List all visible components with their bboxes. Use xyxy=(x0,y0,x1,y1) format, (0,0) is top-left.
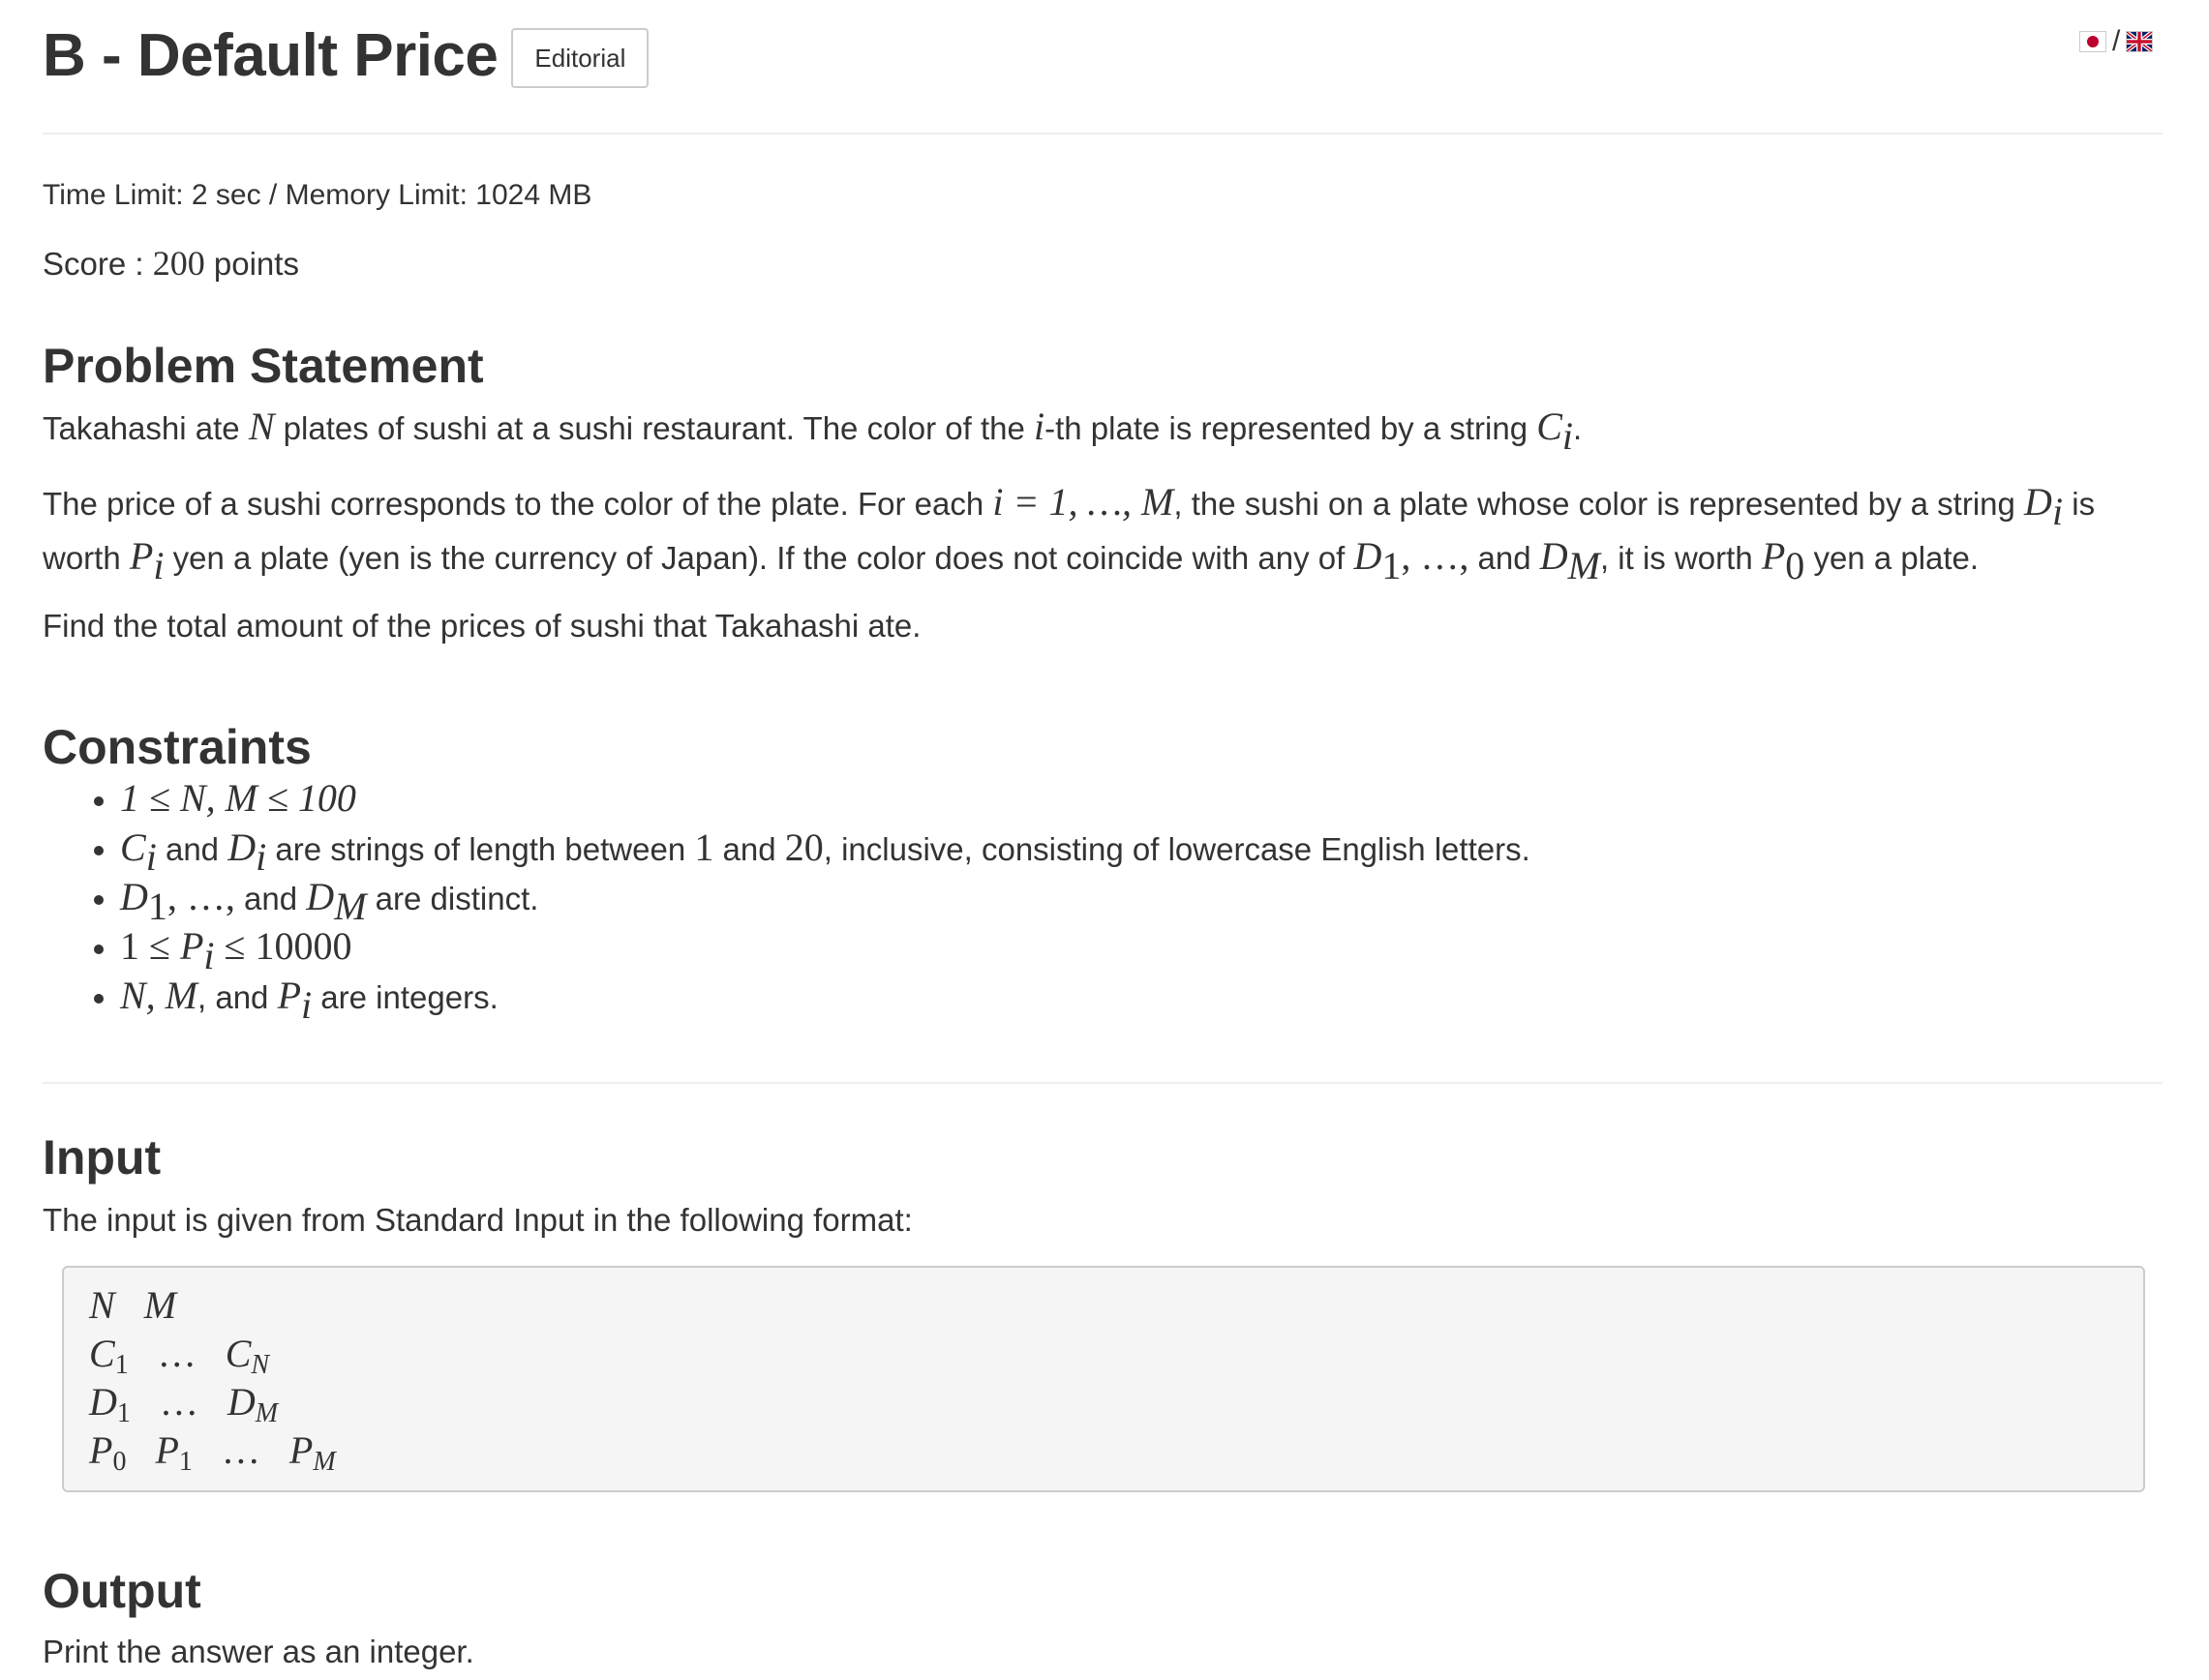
format-line: N M xyxy=(89,1283,177,1327)
editorial-button[interactable]: Editorial xyxy=(511,28,649,88)
problem-statement-heading: Problem Statement xyxy=(43,339,484,393)
page-title: B - Default Price xyxy=(43,22,499,89)
problem-paragraph-2: The price of a sushi corresponds to the color of the plate. For each i = 1, …, M, the sushi on a plate whose color is represented by a string $D_i$ is worth $P_i$ yen a plate (yen is the currency of Japan). If the color does not coincide with any of $D_1$, …, and $D_M$, it is worth $P_0$ yen a plate. xyxy=(43,480,2096,587)
problem-paragraph-1: Takahashi ate N plates of sushi at a sushi restaurant. The color of the i-th plate is represented by a string $C_i$. xyxy=(43,405,1583,458)
title-bar xyxy=(43,17,649,95)
constraint-item: • $D_1$, …, and $D_M$ are distinct. xyxy=(120,873,1530,922)
uk-flag-icon[interactable] xyxy=(2126,31,2153,52)
constraint-item: • $1 \le P_i \le 10000$ xyxy=(120,922,1530,972)
constraints-list xyxy=(77,774,1530,1027)
header-divider xyxy=(43,133,2163,135)
constraint-item: • $C_i$ and $D_i$ are strings of length between 1 and 20, inclusive, consisting of lowercase English letters. xyxy=(120,824,1530,873)
score-value: 200 xyxy=(152,244,205,283)
input-description: The input is given from Standard Input in the following format: xyxy=(43,1202,913,1238)
input-heading: Input xyxy=(43,1130,162,1185)
constraint-item: • 1 ≤ N, M ≤ 100 xyxy=(120,774,1530,824)
japan-flag-icon[interactable] xyxy=(2079,31,2106,52)
input-format-box xyxy=(62,1266,2145,1492)
output-heading: Output xyxy=(43,1564,201,1618)
format-line: $C_1$ … $C_N$ xyxy=(89,1332,270,1380)
score-unit: points xyxy=(204,246,299,282)
output-description: Print the answer as an integer. xyxy=(43,1634,474,1669)
score-text xyxy=(43,244,299,284)
format-line: $P_0$ $P_1$ … $P_M$ xyxy=(89,1428,336,1477)
language-switch xyxy=(2079,25,2153,57)
constraints-heading: Constraints xyxy=(43,720,312,774)
problem-paragraph-3: Find the total amount of the prices of sushi that Takahashi ate. xyxy=(43,608,922,644)
section-divider xyxy=(43,1082,2163,1084)
language-separator: / xyxy=(2112,25,2121,57)
score-label: Score : xyxy=(43,246,153,282)
limits-text: Time Limit: 2 sec / Memory Limit: 1024 MB xyxy=(43,179,592,211)
constraint-item: • N, M, and $P_i$ are integers. xyxy=(120,972,1530,1021)
format-line: $D_1$ … $D_M$ xyxy=(89,1380,279,1428)
